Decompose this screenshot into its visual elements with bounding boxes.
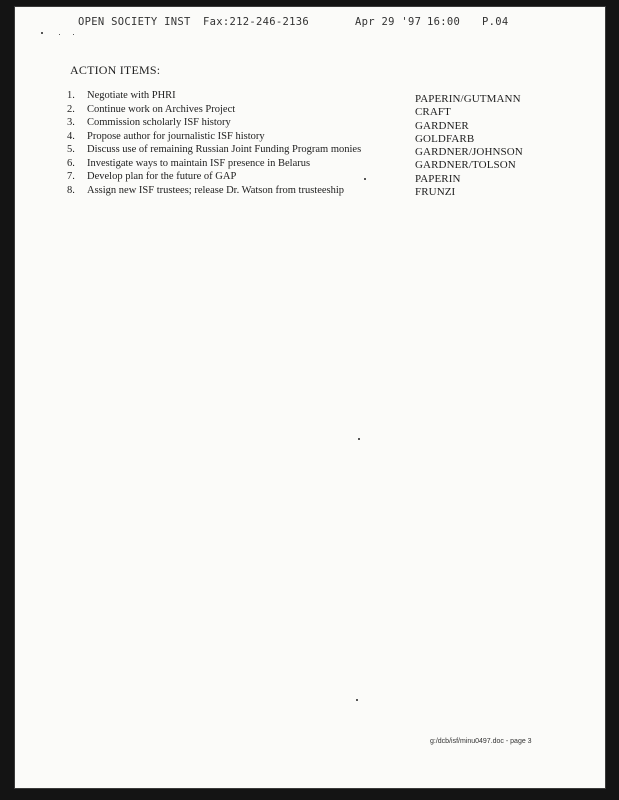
action-item-number: 6. <box>67 157 75 169</box>
document-page <box>14 6 606 789</box>
action-item-number: 3. <box>67 117 75 128</box>
speck-mark <box>358 438 360 440</box>
action-items-list <box>67 89 397 197</box>
owner-name: GOLDFARB <box>415 132 475 145</box>
action-item-text: Develop plan for the future of GAP <box>87 171 237 182</box>
action-item-number: 8. <box>67 184 75 196</box>
action-item-text: Continue work on Archives Project <box>87 103 236 115</box>
speck-mark <box>41 32 43 34</box>
fax-header <box>15 16 605 32</box>
action-item <box>67 130 397 144</box>
owner-name: CRAFT <box>415 106 451 119</box>
action-item-number: 1. <box>67 90 75 101</box>
fax-header-org: OPEN SOCIETY INST <box>78 16 191 28</box>
action-item-text: Commission scholarly ISF history <box>87 117 231 128</box>
owner-name: FRUNZI <box>415 186 456 199</box>
owners-list <box>415 93 523 199</box>
page-footer: g:/dcb/isf/minu0497.doc - page 3 <box>430 738 532 745</box>
action-item-text: Discuss use of remaining Russian Joint Funding Program monies <box>87 144 362 155</box>
fax-header-number: Fax:212-246-2136 <box>203 16 309 28</box>
action-item-text: Assign new ISF trustees; release Dr. Watson from trusteeship <box>87 184 345 196</box>
action-item-number: 2. <box>67 103 75 115</box>
action-item <box>67 143 397 157</box>
action-item-number: 7. <box>67 171 75 182</box>
action-item <box>67 103 397 117</box>
action-item <box>67 170 397 184</box>
action-item <box>67 184 397 198</box>
action-item <box>67 116 397 130</box>
action-item-text: Propose author for journalistic ISF history <box>87 130 265 142</box>
owner-name: PAPERIN/GUTMANN <box>415 93 521 105</box>
action-item-number: 4. <box>67 130 75 142</box>
fax-header-date: Apr 29 '97 <box>355 16 422 28</box>
fax-header-time: 16:00 <box>427 16 461 28</box>
speck-mark <box>73 34 74 35</box>
action-item-number: 5. <box>67 144 75 155</box>
action-item <box>67 157 397 171</box>
action-item-text: Negotiate with PHRI <box>87 90 176 101</box>
action-item <box>67 89 397 103</box>
speck-mark <box>59 34 60 35</box>
section-title: ACTION ITEMS: <box>70 63 161 77</box>
fax-header-page: P.04 <box>482 16 509 28</box>
owner-name: GARDNER/JOHNSON <box>415 146 523 159</box>
owner-name: PAPERIN <box>415 172 461 185</box>
speck-mark <box>356 699 358 701</box>
owner-name: GARDNER <box>415 119 469 132</box>
owner-name: GARDNER/TOLSON <box>415 159 516 172</box>
action-item-text: Investigate ways to maintain ISF presence in Belarus <box>87 157 311 169</box>
